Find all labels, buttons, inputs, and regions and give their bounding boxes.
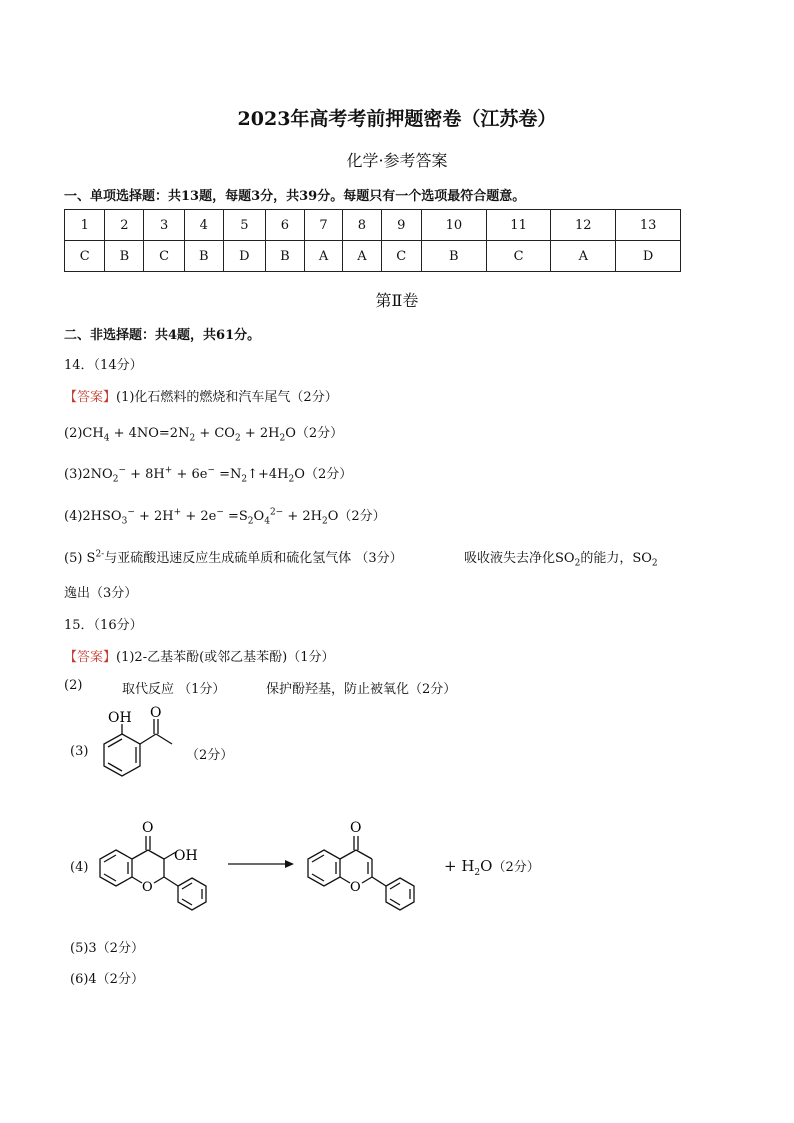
q15-answer-5: (5)3（2分） [70,941,144,956]
answer-text: 与亚硫酸迅速反应生成硫单质和硫化氢气体 （3分） [104,551,403,566]
formula-sub: 4 [103,433,110,444]
question-number-cell: 3 [144,210,184,241]
answer-table [64,209,681,272]
answer-cell: D [223,241,265,272]
formula-part: O [253,509,265,524]
question-number-cell: 9 [381,210,421,241]
formula-part: (4)2HSO [64,509,122,524]
hydroxyl-label: OH [174,848,198,864]
formula-sub: 2 [189,433,196,444]
formula-part: + 2e [181,509,217,524]
question-number-cell: 10 [421,210,486,241]
q14-answer-5b [464,547,658,569]
formula-sup: − [127,507,135,518]
q14-answer-1 [64,386,338,405]
answer-cell: A [304,241,342,272]
q15-a1-text: (1)2-乙基苯酚(或邻乙基苯酚)（1分） [116,650,335,665]
answer-tag: 【答案】 [64,390,117,405]
answer-cell: A [551,241,616,272]
formula-sub: 2 [574,558,581,569]
formula-sup: − [118,465,126,476]
formula-part: =S [223,509,248,524]
formula-sub: 2 [241,474,248,485]
formula-part: + 8H [126,467,165,482]
formula-part: + CO [195,426,235,441]
q15-a4-water [444,856,540,878]
formula-sup: + [173,507,182,518]
formula-sub: 2 [279,433,286,444]
score: （2分） [304,467,353,482]
carbonyl-oxygen-label: O [142,820,154,836]
score: （2分） [338,509,386,524]
formula-part: CH [82,426,104,441]
q15-a2-purpose: 保护酚羟基，防止被氧化（2分） [266,682,457,697]
answer-cell: B [265,241,304,272]
q15-a3-label: (3) [70,744,89,759]
ring-oxygen-label: O [350,880,361,895]
formula-sup: 2− [269,507,284,518]
formula-part: + H [444,857,475,875]
formula-part: + 2H [283,509,322,524]
answer-table-answer-row [65,241,681,272]
formula-sub: 4 [264,516,270,527]
page-title: 2023年高考考前押题密卷（江苏卷） [237,108,557,130]
answer-cell: B [421,241,486,272]
formula-sub: 2 [112,474,119,485]
q14-a2-label: (2) [64,426,83,441]
formula-part: O [285,426,296,441]
formula-sub: 2 [474,868,481,878]
score: （2分） [492,860,540,875]
formula-part: (3)2NO [64,467,113,482]
formula-part: + 2H [134,509,174,524]
formula-sup: − [216,507,224,518]
formula-part: + 2H [240,426,280,441]
question-number-cell: 8 [343,210,381,241]
section1-heading: 一、单项选择题：共13题，每题3分，共39分。每题只有一个选项最符合题意。 [64,189,526,204]
question-number-cell: 13 [616,210,681,241]
answer-cell: C [486,241,551,272]
formula-sub: 2 [234,433,241,444]
q15-a2-label: (2) [64,678,83,693]
hydroxyl-label: OH [108,710,132,726]
section2-heading: 二、非选择题：共4题，共61分。 [64,328,261,343]
question-number-cell: 11 [486,210,551,241]
formula-part: O [480,857,493,875]
question-number-cell: 4 [184,210,223,241]
formula-sup: − [207,465,215,476]
formula-part: O [294,467,305,482]
answer-cell: B [105,241,144,272]
formula-part: + 4NO=2N [109,426,190,441]
answer-cell: D [616,241,681,272]
answer-cell: C [144,241,184,272]
q14-answer-3 [64,463,352,485]
formula-sub: 2 [288,474,295,485]
answer-tag: 【答案】 [64,650,117,665]
q14-answer-5 [64,547,403,566]
formula-part: + 6e [172,467,208,482]
question-number-cell: 7 [304,210,342,241]
formula-sub: 2 [247,516,254,527]
question-number-cell: 2 [105,210,144,241]
score: （2分） [295,426,344,441]
answer-table-number-row [65,210,681,241]
answer-text: 的能力，SO [580,551,652,566]
question-number-cell: 5 [223,210,265,241]
question-number-cell: 12 [551,210,616,241]
formula-part: ↑+4H [247,467,289,482]
question-number-cell: 6 [265,210,304,241]
q14-answer-2 [64,422,343,444]
answer-cell: C [381,241,421,272]
carbonyl-oxygen-label: O [350,820,362,836]
page-subtitle: 化学·参考答案 [346,151,448,170]
answer-text: 吸收液失去净化SO [464,551,575,566]
q15-a4-label: (4) [70,860,89,875]
formula-sup: + [164,465,173,476]
volume-label: 第Ⅱ卷 [375,291,419,310]
reaction-arrow-icon [226,858,296,870]
answer-text: (5) S [64,551,96,566]
q15-heading: 15．（16分） [64,618,143,633]
q15-answer-6: (6)4（2分） [70,972,144,987]
answer-cell: B [184,241,223,272]
formula-sup: 2- [95,549,105,560]
answer-cell: C [65,241,105,272]
q14-a1-text: (1)化石燃料的燃烧和汽车尾气（2分） [116,390,338,405]
formula-part: O [327,509,339,524]
q15-a3-score: （2分） [186,748,234,763]
carbonyl-oxygen-label: O [150,705,162,721]
flavanone-hemiketal-structure [86,812,236,922]
q15-a2-reaction-type: 取代反应 （1分） [122,682,226,697]
formula-sub: 3 [121,516,128,527]
question-number-cell: 1 [65,210,105,241]
q15-answer-1 [64,646,335,665]
formula-sub: 2 [321,516,328,527]
ring-oxygen-label: O [142,880,153,895]
answer-cell: A [343,241,381,272]
q14-heading: 14．（14分） [64,358,143,373]
formula-sub: 2 [651,558,658,569]
hydroxyacetophenone-structure [86,704,186,794]
q14-answer-4 [64,505,386,527]
formula-part: =N [214,467,242,482]
flavone-structure [294,812,444,922]
q14-answer-5-cont: 逸出（3分） [64,586,138,601]
